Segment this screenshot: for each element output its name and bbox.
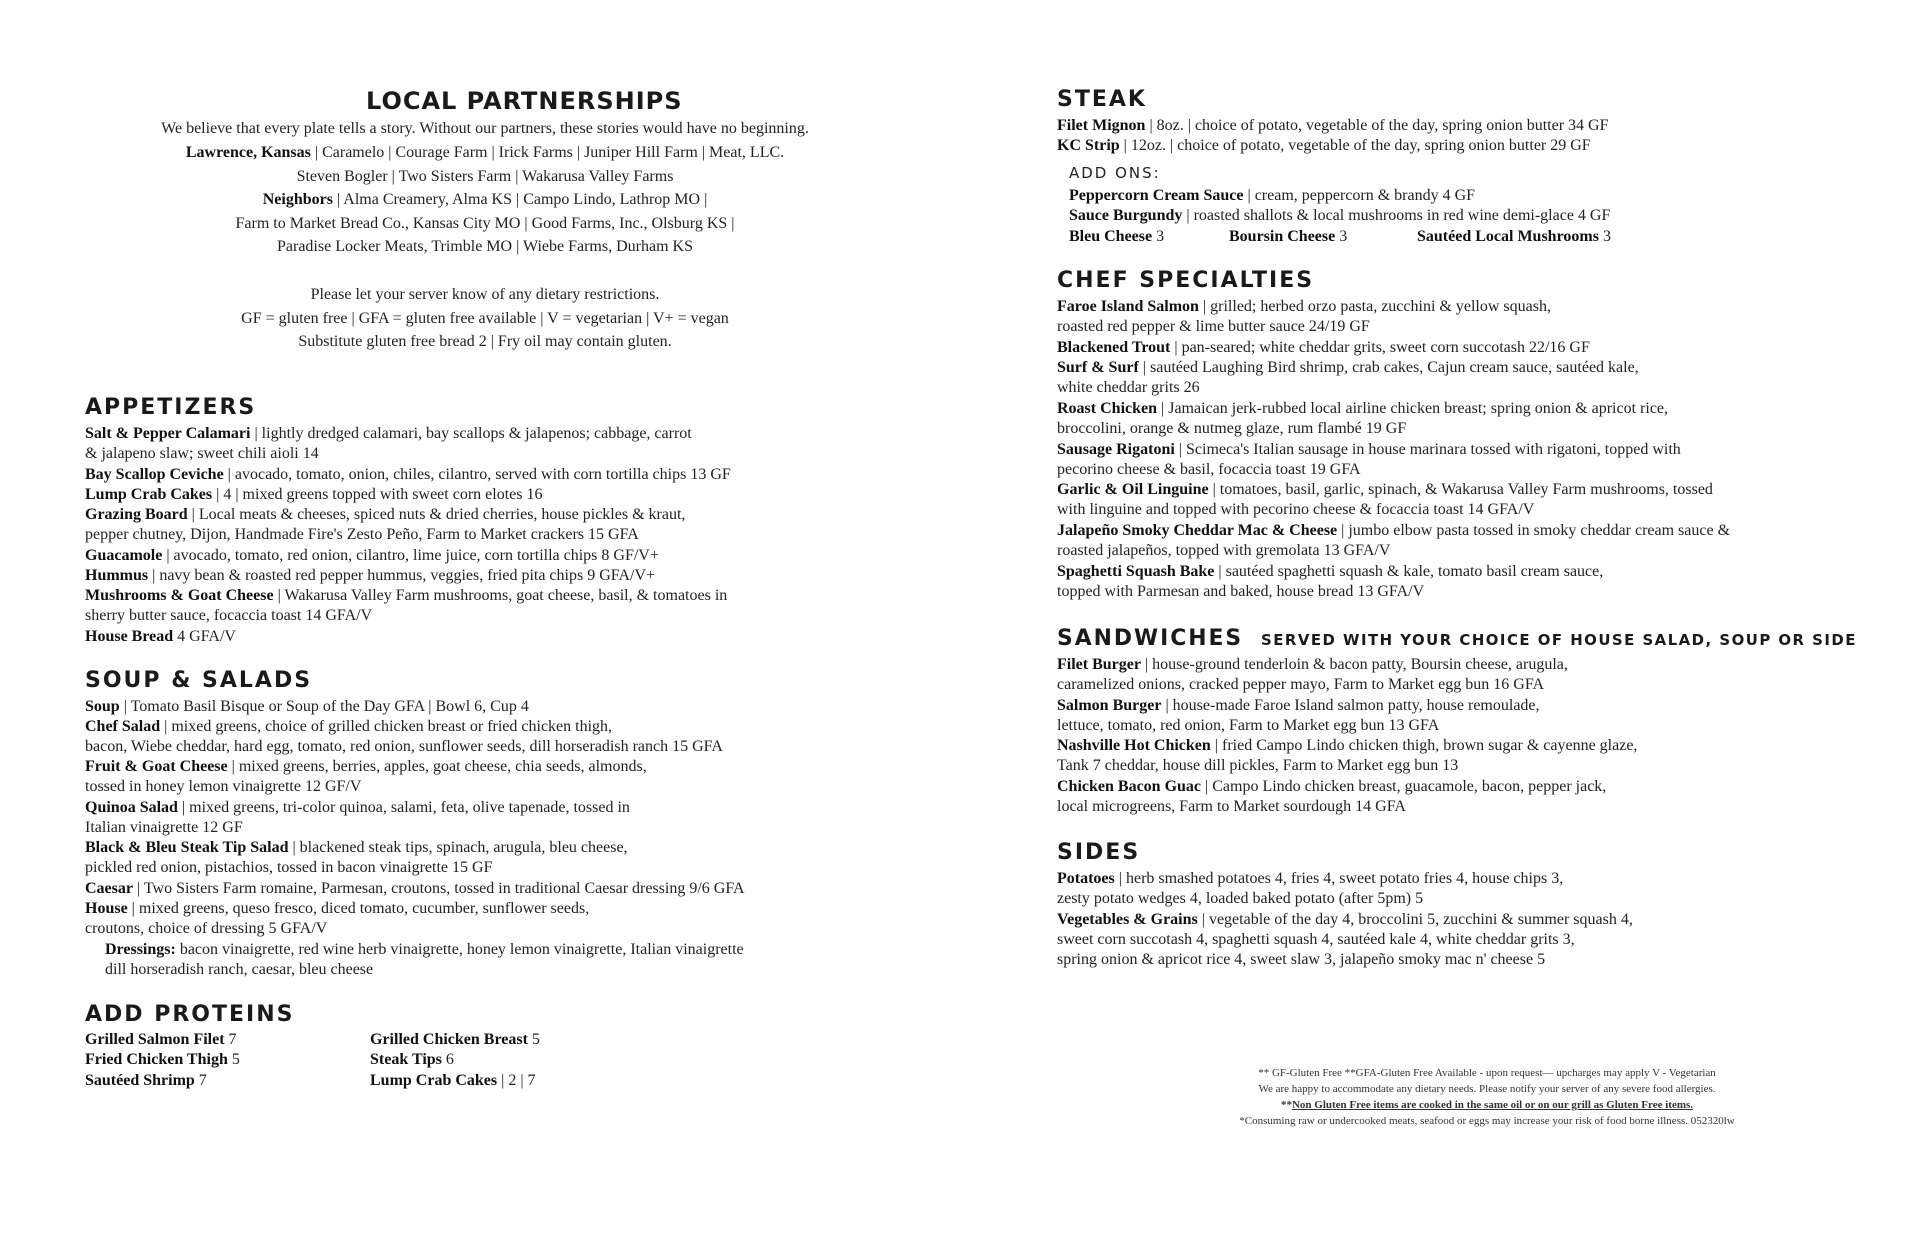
menu-item bbox=[85, 627, 236, 647]
menu-item bbox=[85, 586, 727, 606]
menu-item-cont: bacon, Wiebe cheddar, hard egg, tomato, red onion, sunflower seeds, dill horseradish ranch 15 GFA bbox=[85, 738, 723, 755]
item-name: Salt & Pepper Calamari bbox=[85, 425, 251, 442]
dressings-line bbox=[105, 940, 744, 960]
protein-item bbox=[85, 1050, 240, 1070]
footer-stars: ** bbox=[1280, 1099, 1292, 1111]
item-name: Sausage Rigatoni bbox=[1057, 441, 1175, 458]
menu-item bbox=[85, 757, 647, 777]
addon-item bbox=[1229, 227, 1347, 247]
item-name: Salmon Burger bbox=[1057, 697, 1162, 714]
menu-item bbox=[85, 717, 612, 737]
item-desc: | grilled; herbed orzo pasta, zucchini & yellow squash, bbox=[1198, 298, 1551, 315]
menu-item bbox=[1057, 521, 1730, 541]
item-name: Hummus bbox=[85, 567, 149, 584]
item-name: Surf & Surf bbox=[1057, 359, 1139, 376]
protein-price: 6 bbox=[441, 1051, 454, 1068]
item-name: Mushrooms & Goat Cheese bbox=[85, 587, 274, 604]
menu-item bbox=[85, 697, 529, 717]
menu-item-cont: roasted jalapeños, topped with gremolata 13 GFA/V bbox=[1057, 542, 1391, 559]
item-name: KC Strip bbox=[1057, 137, 1120, 154]
item-desc: | sautéed spaghetti squash & kale, tomato basil cream sauce, bbox=[1214, 563, 1604, 580]
menu-item bbox=[1057, 116, 1608, 136]
item-name: Jalapeño Smoky Cheddar Mac & Cheese bbox=[1057, 522, 1338, 539]
addon-desc: | cream, peppercorn & brandy 4 GF bbox=[1243, 187, 1476, 204]
addon-name: Sautéed Local Mushrooms bbox=[1417, 228, 1599, 245]
footer-note-3 bbox=[1157, 1097, 1817, 1113]
item-desc: | fried Campo Lindo chicken thigh, brown sugar & cayenne glaze, bbox=[1210, 737, 1638, 754]
item-name: Roast Chicken bbox=[1057, 400, 1158, 417]
menu-item bbox=[85, 465, 731, 485]
sandwiches-heading: SANDWICHES bbox=[1057, 626, 1244, 651]
partners-lawrence bbox=[85, 143, 885, 163]
menu-item bbox=[1057, 777, 1606, 797]
item-desc: | sautéed Laughing Bird shrimp, crab cakes, Cajun cream sauce, sautéed kale, bbox=[1138, 359, 1639, 376]
item-name: Soup bbox=[85, 698, 120, 715]
item-name: Black & Bleu Steak Tip Salad bbox=[85, 839, 289, 856]
item-name: House Bread bbox=[85, 628, 174, 645]
protein-name: Sautéed Shrimp bbox=[85, 1072, 195, 1089]
menu-item bbox=[85, 879, 745, 899]
menu-item bbox=[1057, 297, 1551, 317]
item-desc: | Scimeca's Italian sausage in house marinara tossed with rigatoni, topped with bbox=[1174, 441, 1681, 458]
item-desc: | Tomato Basil Bisque or Soup of the Day GFA | Bowl 6, Cup 4 bbox=[119, 698, 529, 715]
item-desc: | house-ground tenderloin & bacon patty, Boursin cheese, arugula, bbox=[1140, 656, 1568, 673]
neighbors-list: | Alma Creamery, Alma KS | Campo Lindo, Lathrop MO | bbox=[332, 191, 708, 208]
menu-item-cont: caramelized onions, cracked pepper mayo, Farm to Market egg bun 16 GFA bbox=[1057, 676, 1545, 693]
menu-item bbox=[1057, 655, 1568, 675]
item-name: Blackened Trout bbox=[1057, 339, 1171, 356]
menu-item-cont: zesty potato wedges 4, loaded baked potato (after 5pm) 5 bbox=[1057, 890, 1424, 907]
item-name: Fruit & Goat Cheese bbox=[85, 758, 228, 775]
protein-name: Fried Chicken Thigh bbox=[85, 1051, 228, 1068]
menu-item-cont: & jalapeno slaw; sweet chili aioli 14 bbox=[85, 445, 319, 462]
addon-name: Bleu Cheese bbox=[1069, 228, 1153, 245]
menu-item-cont: pickled red onion, pistachios, tossed in bacon vinaigrette 15 GF bbox=[85, 859, 493, 876]
protein-item bbox=[85, 1071, 207, 1091]
addon-name: Boursin Cheese bbox=[1229, 228, 1336, 245]
protein-price: 5 bbox=[527, 1031, 540, 1048]
item-desc: | lightly dredged calamari, bay scallops & jalapenos; cabbage, carrot bbox=[250, 425, 692, 442]
item-desc: | jumbo elbow pasta tossed in smoky cheddar cream sauce & bbox=[1337, 522, 1731, 539]
item-name: Chicken Bacon Guac bbox=[1057, 778, 1202, 795]
item-desc: | 4 | mixed greens topped with sweet corn elotes 16 bbox=[212, 486, 543, 503]
menu-item-cont: pecorino cheese & basil, focaccia toast 19 GFA bbox=[1057, 461, 1361, 478]
addon-item bbox=[1069, 186, 1475, 206]
footer-note-2: We are happy to accommodate any dietary needs. Please notify your server of any severe food allergies. bbox=[1258, 1083, 1716, 1095]
addon-price: 3 bbox=[1598, 228, 1611, 245]
menu-item bbox=[1057, 869, 1563, 889]
item-desc: | Campo Lindo chicken breast, guacamole, bacon, pepper jack, bbox=[1201, 778, 1607, 795]
sides-title: SIDES bbox=[1057, 840, 1141, 865]
partners-neighbors bbox=[85, 190, 885, 210]
item-desc: | navy bean & roasted red pepper hummus, veggies, fried pita chips 9 GFA/V+ bbox=[148, 567, 656, 584]
menu-item bbox=[1057, 910, 1633, 930]
item-desc: | avocado, tomato, red onion, cilantro, lime juice, corn tortilla chips 8 GF/V+ bbox=[162, 547, 659, 564]
dressings-label: Dressings: bbox=[105, 941, 176, 958]
item-desc: 4 GFA/V bbox=[173, 628, 236, 645]
appetizers-title: APPETIZERS bbox=[85, 395, 257, 420]
lawrence-list: | Caramelo | Courage Farm | Irick Farms | Juniper Hill Farm | Meat, LLC. bbox=[310, 144, 785, 161]
menu-item bbox=[85, 505, 685, 525]
menu-item bbox=[1057, 136, 1591, 156]
partners-neighbors-3: Paradise Locker Meats, Trimble MO | Wiebe Farms, Durham KS bbox=[277, 238, 693, 255]
menu-item bbox=[85, 546, 659, 566]
item-name: Caesar bbox=[85, 880, 133, 897]
protein-name: Lump Crab Cakes bbox=[370, 1072, 498, 1089]
menu-item-cont: with linguine and topped with pecorino cheese & focaccia toast 14 GFA/V bbox=[1057, 501, 1535, 518]
item-name: Filet Mignon bbox=[1057, 117, 1146, 134]
chef-title: CHEF SPECIALTIES bbox=[1057, 268, 1315, 293]
addon-name: Peppercorn Cream Sauce bbox=[1069, 187, 1244, 204]
menu-item bbox=[1057, 338, 1590, 358]
item-desc: | Wakarusa Valley Farm mushrooms, goat cheese, basil, & tomatoes in bbox=[273, 587, 728, 604]
partners-intro: We believe that every plate tells a story. Without our partners, these stories would have no beginning. bbox=[161, 120, 809, 137]
menu-item bbox=[85, 485, 542, 505]
item-desc: | 12oz. | choice of potato, vegetable of the day, spring onion butter 29 GF bbox=[1119, 137, 1591, 154]
protein-price: | 2 | 7 bbox=[497, 1072, 536, 1089]
menu-item-cont: tossed in honey lemon vinaigrette 12 GF/V bbox=[85, 778, 362, 795]
menu-item bbox=[1057, 440, 1681, 460]
protein-item bbox=[370, 1030, 540, 1050]
item-name: Filet Burger bbox=[1057, 656, 1141, 673]
protein-name: Steak Tips bbox=[370, 1051, 442, 1068]
menu-item bbox=[1057, 562, 1603, 582]
item-desc: | Two Sisters Farm romaine, Parmesan, croutons, tossed in traditional Caesar dressing 9/6 GFA bbox=[132, 880, 745, 897]
diet-note-3: Substitute gluten free bread 2 | Fry oil may contain gluten. bbox=[298, 333, 672, 350]
item-name: Vegetables & Grains bbox=[1057, 911, 1198, 928]
item-desc: | tomatoes, basil, garlic, spinach, & Wakarusa Valley Farm mushrooms, tossed bbox=[1208, 481, 1713, 498]
menu-item bbox=[85, 798, 630, 818]
addon-item bbox=[1069, 227, 1164, 247]
menu-item-cont: pepper chutney, Dijon, Handmade Fire's Zesto Peño, Farm to Market crackers 15 GFA bbox=[85, 526, 639, 543]
menu-item-cont: Italian vinaigrette 12 GF bbox=[85, 819, 243, 836]
menu-item bbox=[1057, 358, 1639, 378]
protein-name: Grilled Salmon Filet bbox=[85, 1031, 225, 1048]
diet-note-2: GF = gluten free | GFA = gluten free available | V = vegetarian | V+ = vegan bbox=[241, 310, 729, 327]
addon-price: 3 bbox=[1335, 228, 1348, 245]
item-name: House bbox=[85, 900, 128, 917]
item-name: Garlic & Oil Linguine bbox=[1057, 481, 1209, 498]
menu-item-cont: broccolini, orange & nutmeg glaze, rum flambé 19 GF bbox=[1057, 420, 1407, 437]
protein-item bbox=[85, 1030, 237, 1050]
addon-name: Sauce Burgundy bbox=[1069, 207, 1183, 224]
item-desc: | pan-seared; white cheddar grits, sweet corn succotash 22/16 GF bbox=[1170, 339, 1590, 356]
diet-note-1: Please let your server know of any dietary restrictions. bbox=[310, 286, 660, 303]
menu-item-cont: roasted red pepper & lime butter sauce 24/19 GF bbox=[1057, 318, 1370, 335]
menu-item-cont: white cheddar grits 26 bbox=[1057, 379, 1200, 396]
protein-price: 7 bbox=[194, 1072, 207, 1089]
menu-item bbox=[1057, 399, 1668, 419]
item-desc: | mixed greens, tri-color quinoa, salami, feta, olive tapenade, tossed in bbox=[177, 799, 630, 816]
addon-item bbox=[1417, 227, 1611, 247]
proteins-title: ADD PROTEINS bbox=[85, 1002, 295, 1027]
addon-item bbox=[1069, 206, 1610, 226]
protein-name: Grilled Chicken Breast bbox=[370, 1031, 528, 1048]
item-desc: | herb smashed potatoes 4, fries 4, sweet potato fries 4, house chips 3, bbox=[1114, 870, 1564, 887]
protein-item bbox=[370, 1050, 454, 1070]
item-desc: | mixed greens, queso fresco, diced tomato, cucumber, sunflower seeds, bbox=[127, 900, 590, 917]
menu-item bbox=[85, 838, 628, 858]
steak-title: STEAK bbox=[1057, 87, 1147, 112]
soups-title: SOUP & SALADS bbox=[85, 668, 313, 693]
item-desc: | mixed greens, choice of grilled chicken breast or fried chicken thigh, bbox=[160, 718, 613, 735]
menu-item-cont: topped with Parmesan and baked, house bread 13 GFA/V bbox=[1057, 583, 1425, 600]
footer-note-1: ** GF-Gluten Free **GFA-Gluten Free Available - upon request— upcharges may apply V - Vegetarian bbox=[1258, 1067, 1716, 1079]
menu-item bbox=[85, 424, 692, 444]
partners-title: LOCAL PARTNERSHIPS bbox=[366, 87, 683, 115]
sandwiches-subtitle: SERVED WITH YOUR CHOICE OF HOUSE SALAD, SOUP OR SIDE bbox=[1260, 631, 1857, 649]
protein-item bbox=[370, 1071, 536, 1091]
menu-item bbox=[1057, 480, 1713, 500]
item-desc: | house-made Faroe Island salmon patty, house remoulade, bbox=[1161, 697, 1540, 714]
item-desc: | vegetable of the day 4, broccolini 5, zucchini & summer squash 4, bbox=[1197, 911, 1633, 928]
item-name: Potatoes bbox=[1057, 870, 1115, 887]
menu-item-cont: lettuce, tomato, red onion, Farm to Market egg bun 13 GFA bbox=[1057, 717, 1440, 734]
neighbors-label: Neighbors bbox=[262, 191, 333, 208]
menu-item-cont: local microgreens, Farm to Market sourdough 14 GFA bbox=[1057, 798, 1406, 815]
item-desc: | 8oz. | choice of potato, vegetable of the day, spring onion butter 34 GF bbox=[1145, 117, 1609, 134]
item-name: Chef Salad bbox=[85, 718, 161, 735]
item-desc: | avocado, tomato, onion, chiles, cilantro, served with corn tortilla chips 13 GF bbox=[223, 466, 731, 483]
item-name: Bay Scallop Ceviche bbox=[85, 466, 224, 483]
item-desc: | Jamaican jerk-rubbed local airline chicken breast; spring onion & apricot rice, bbox=[1157, 400, 1669, 417]
menu-item bbox=[1057, 736, 1637, 756]
partners-neighbors-2: Farm to Market Bread Co., Kansas City MO | Good Farms, Inc., Olsburg KS | bbox=[235, 215, 735, 232]
protein-price: 5 bbox=[227, 1051, 240, 1068]
addons-label: ADD ONS: bbox=[1069, 164, 1161, 182]
addon-price: 3 bbox=[1152, 228, 1165, 245]
addon-desc: | roasted shallots & local mushrooms in red wine demi-glace 4 GF bbox=[1182, 207, 1611, 224]
menu-item bbox=[85, 899, 589, 919]
item-desc: | blackened steak tips, spinach, arugula, bleu cheese, bbox=[288, 839, 628, 856]
item-desc: | mixed greens, berries, apples, goat cheese, chia seeds, almonds, bbox=[227, 758, 647, 775]
item-name: Quinoa Salad bbox=[85, 799, 178, 816]
menu-item-cont: croutons, choice of dressing 5 GFA/V bbox=[85, 920, 328, 937]
partners-lawrence-2: Steven Bogler | Two Sisters Farm | Wakarusa Valley Farms bbox=[296, 168, 674, 185]
item-name: Faroe Island Salmon bbox=[1057, 298, 1199, 315]
menu-item-cont: Tank 7 cheddar, house dill pickles, Farm to Market egg bun 13 bbox=[1057, 757, 1459, 774]
item-name: Grazing Board bbox=[85, 506, 188, 523]
menu-item-cont: sweet corn succotash 4, spaghetti squash 4, sautéed kale 4, white cheddar grits 3, bbox=[1057, 931, 1575, 948]
item-name: Nashville Hot Chicken bbox=[1057, 737, 1211, 754]
menu-item bbox=[85, 566, 655, 586]
lawrence-label: Lawrence, Kansas bbox=[185, 144, 311, 161]
item-name: Lump Crab Cakes bbox=[85, 486, 213, 503]
footer-gluten-warning: Non Gluten Free items are cooked in the same oil or on our grill as Gluten Free items. bbox=[1291, 1099, 1694, 1111]
dressings-list: bacon vinaigrette, red wine herb vinaigrette, honey lemon vinaigrette, Italian vinaigrette bbox=[175, 941, 744, 958]
sandwiches-title bbox=[1057, 626, 1857, 651]
item-name: Spaghetti Squash Bake bbox=[1057, 563, 1215, 580]
item-name: Guacamole bbox=[85, 547, 163, 564]
protein-price: 7 bbox=[224, 1031, 237, 1048]
dressings-line-2: dill horseradish ranch, caesar, bleu cheese bbox=[105, 961, 374, 978]
item-desc: | Local meats & cheeses, spiced nuts & dried cherries, house pickles & kraut, bbox=[187, 506, 686, 523]
menu-item-cont: sherry butter sauce, focaccia toast 14 GFA/V bbox=[85, 607, 373, 624]
menu-item-cont: spring onion & apricot rice 4, sweet slaw 3, jalapeño smoky mac n' cheese 5 bbox=[1057, 951, 1546, 968]
menu-item bbox=[1057, 696, 1540, 716]
footer-note-4: *Consuming raw or undercooked meats, seafood or eggs may increase your risk of food borne illness. 052320lw bbox=[1239, 1115, 1735, 1127]
